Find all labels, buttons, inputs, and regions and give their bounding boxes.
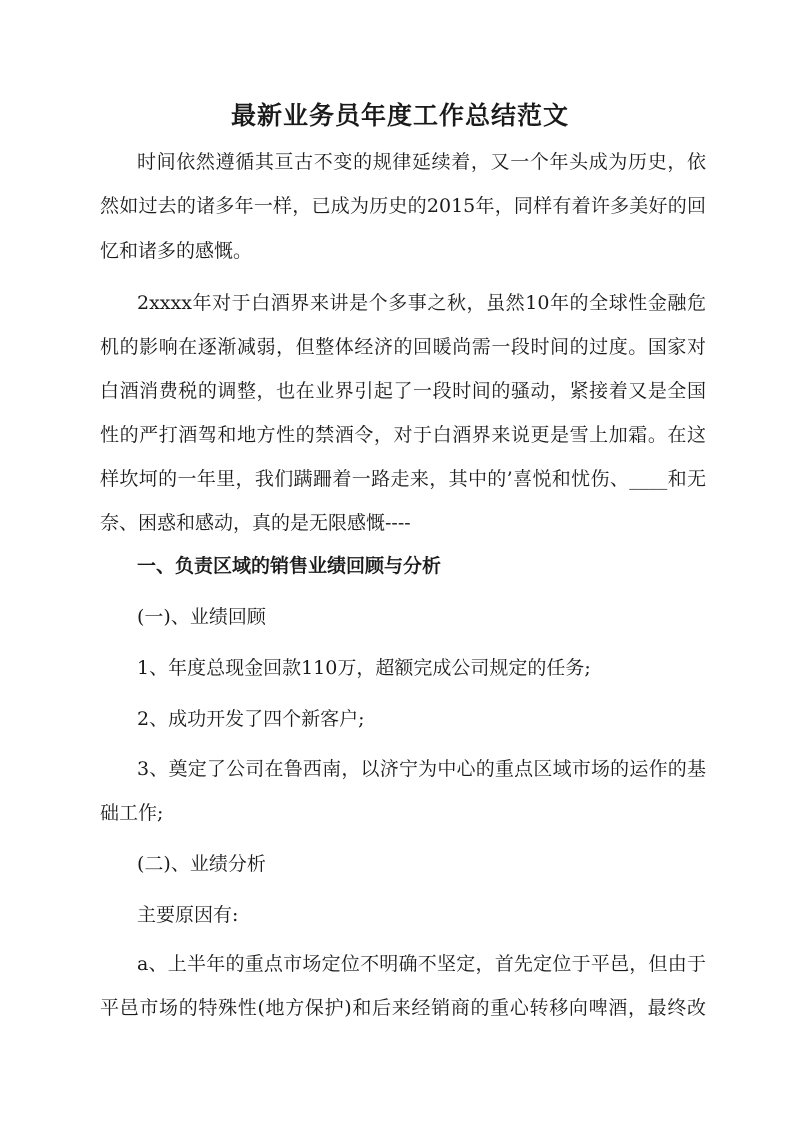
section-heading: 一、负责区域的销售业绩回顾与分析 bbox=[137, 555, 442, 577]
list-item: 1、年度总现金回款110万，超额完成公司规定的任务; bbox=[137, 657, 591, 679]
paragraph-line: 然如过去的诸多年一样，已成为历史的2015年，同样有着许多美好的回 bbox=[100, 195, 706, 217]
paragraph-line: a、上半年的重点市场定位不明确不坚定，首先定位于平邑，但由于 bbox=[137, 953, 706, 975]
paragraph-line: 时间依然遵循其亘古不变的规律延续着，又一个年头成为历史，依 bbox=[137, 151, 706, 173]
paragraph-line: 白酒消费税的调整，也在业界引起了一段时间的骚动，紧接着又是全国 bbox=[100, 380, 706, 402]
paragraph-line: 忆和诸多的感慨。 bbox=[100, 240, 253, 262]
paragraph-line: 奈、困惑和感动，真的是无限感慨---- bbox=[100, 512, 411, 534]
subsection-heading: (二)、业绩分析 bbox=[137, 853, 266, 875]
list-item: 3、奠定了公司在鲁西南，以济宁为中心的重点区域市场的运作的基 bbox=[137, 758, 706, 780]
document-title: 最新业务员年度工作总结范文 bbox=[230, 101, 569, 130]
list-item: 2、成功开发了四个新客户; bbox=[137, 708, 365, 730]
subsection-heading: (一)、业绩回顾 bbox=[137, 606, 266, 628]
list-item-continuation: 础工作; bbox=[100, 802, 164, 824]
paragraph-line: 机的影响在逐渐减弱，但整体经济的回暖尚需一段时间的过度。国家对 bbox=[100, 336, 706, 358]
paragraph-line: 主要原因有: bbox=[137, 904, 239, 926]
paragraph-line: 2xxxx年对于白酒界来讲是个多事之秋，虽然10年的全球性金融危 bbox=[137, 292, 706, 314]
paragraph-line: 性的严打酒驾和地方性的禁酒令，对于白酒界来说更是雪上加霜。在这 bbox=[100, 424, 706, 446]
paragraph-line: 平邑市场的特殊性(地方保护)和后来经销商的重心转移向啤酒，最终改 bbox=[100, 997, 706, 1019]
paragraph-line: 样坎坷的一年里，我们蹒跚着一路走来，其中的’喜悦和忧伤、____和无 bbox=[100, 468, 706, 490]
